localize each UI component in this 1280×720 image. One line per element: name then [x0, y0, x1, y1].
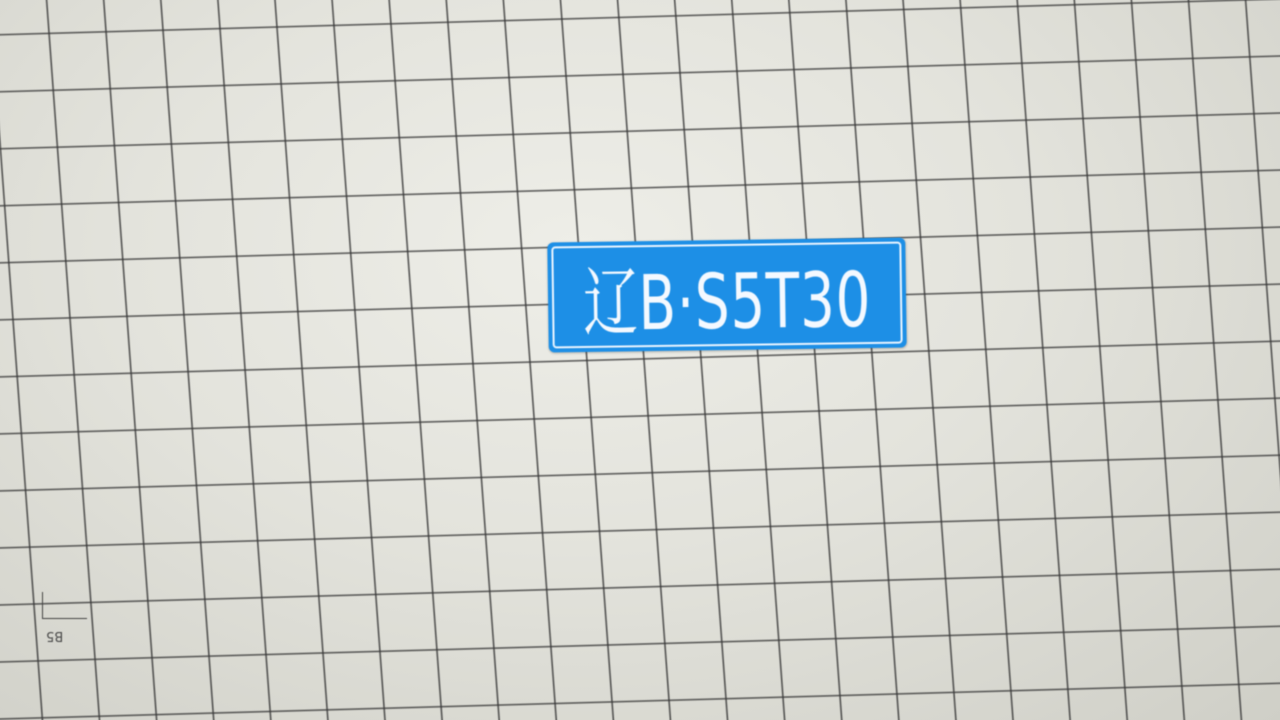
- grid-line-horizontal: [0, 681, 1280, 720]
- grid-line-horizontal: [0, 510, 1280, 550]
- grid-line-vertical: [441, 0, 506, 720]
- grid-line-vertical: [1238, 0, 1280, 720]
- grid-line-vertical: [213, 0, 278, 720]
- license-plate: [547, 238, 907, 353]
- grid-line-vertical: [1125, 0, 1190, 720]
- grid-line-vertical: [327, 0, 392, 720]
- grid-line-vertical: [669, 0, 734, 720]
- plate-number: 辽B·S5T30: [582, 254, 872, 348]
- grid-line-horizontal: [0, 567, 1280, 607]
- corner-mark: [40, 592, 92, 652]
- corner-label: B5: [46, 628, 64, 643]
- grid-line-horizontal: [0, 624, 1280, 664]
- grid-line-horizontal: [0, 54, 1280, 94]
- grid-line-vertical: [840, 0, 905, 720]
- grid-line-vertical: [270, 0, 335, 720]
- grid-line-vertical: [384, 0, 449, 720]
- grid-line-horizontal: [0, 453, 1280, 493]
- grid-line-vertical: [726, 0, 791, 720]
- grid-line-vertical: [498, 0, 563, 720]
- grid-line-horizontal: [0, 0, 1280, 37]
- grid-line-vertical: [156, 0, 221, 720]
- grid-line-vertical: [783, 0, 848, 720]
- grid-line-vertical: [1068, 0, 1133, 720]
- grid-line-vertical: [1011, 0, 1076, 720]
- corner-bracket: [42, 592, 87, 619]
- grid-line-horizontal: [0, 111, 1280, 151]
- grid-line-vertical: [1181, 0, 1246, 720]
- grid-line-vertical: [954, 0, 1019, 720]
- grid-line-vertical: [99, 0, 164, 720]
- grid-line-vertical: [897, 0, 962, 720]
